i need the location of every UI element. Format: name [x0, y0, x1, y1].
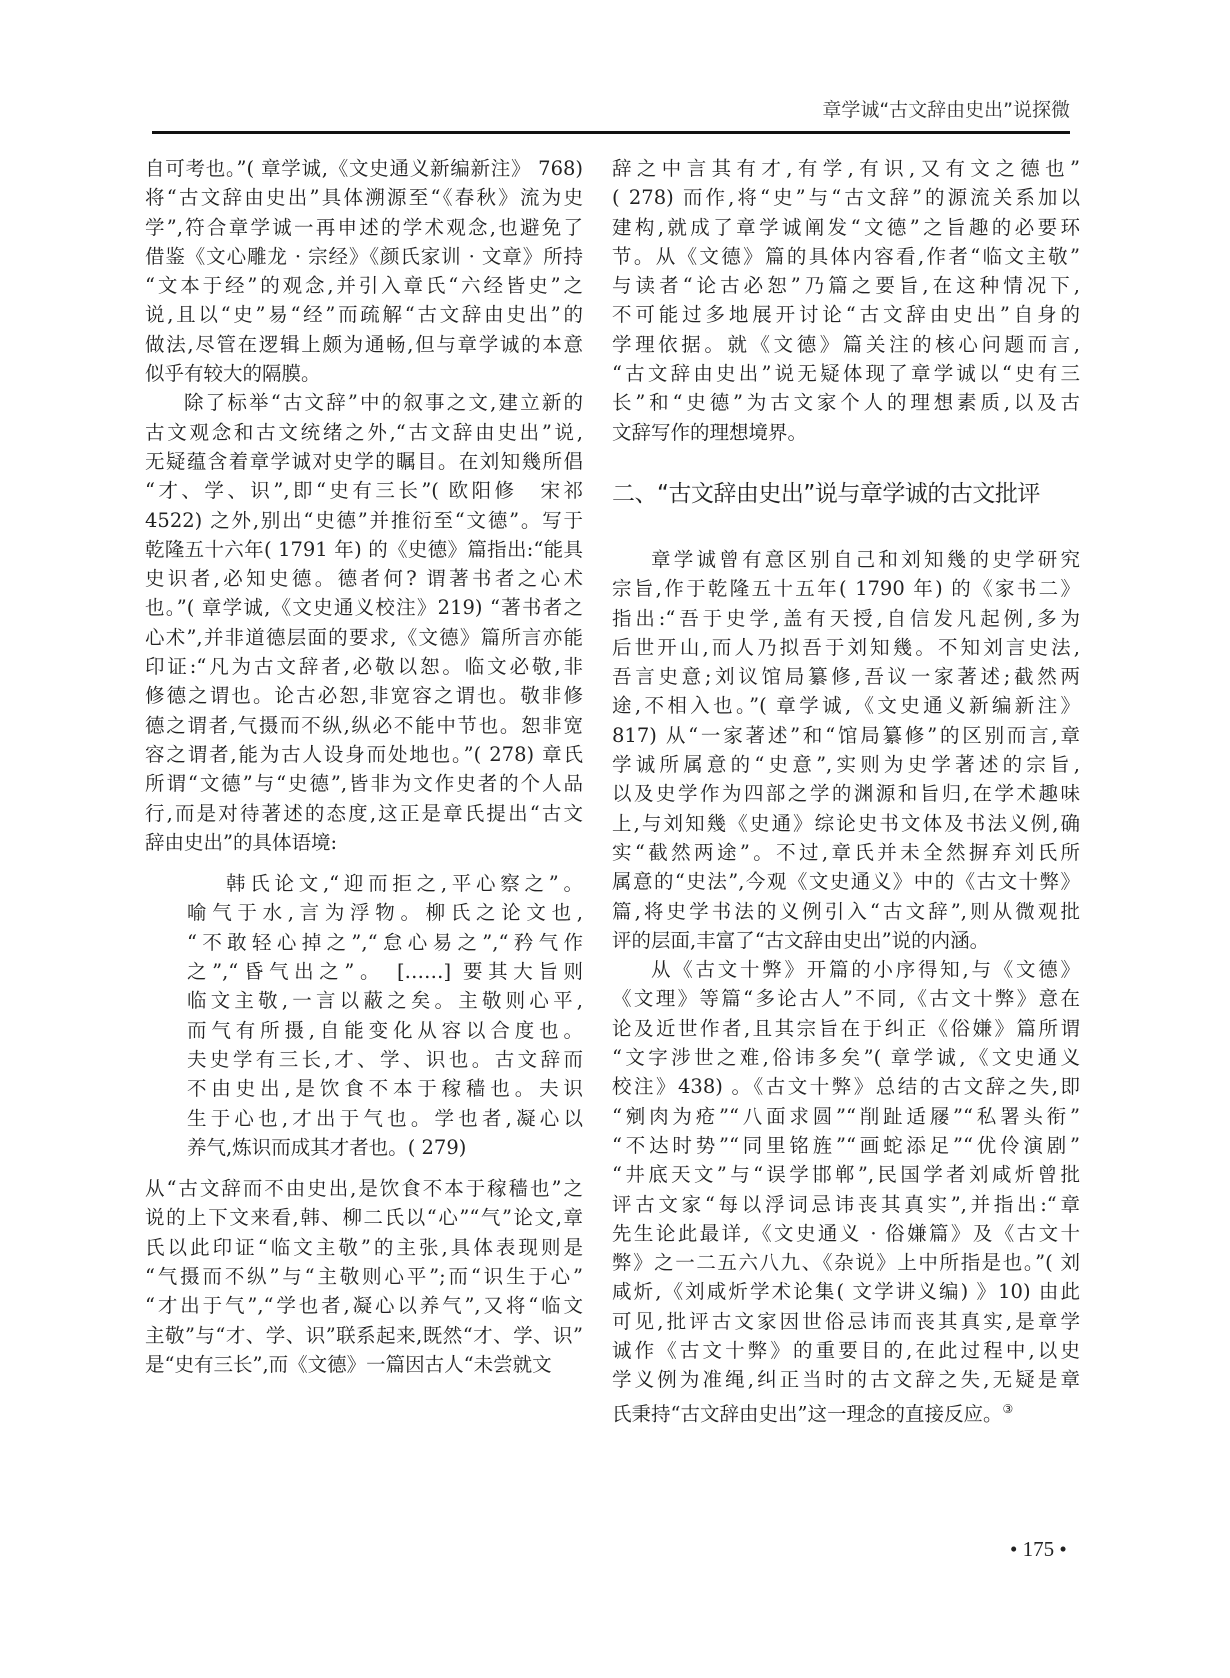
text-line: 与读者“论古必恕”乃篇之要旨,在这种情况下,	[612, 274, 1080, 298]
text-line: 弊》之一二五六八九、《杂说》上中所指是也。”( 刘	[612, 1251, 1080, 1275]
text-line: 817) 从“一家著述”和“馆局纂修”的区别而言,章	[612, 723, 1080, 747]
text-line: 印证:“凡为古文辞者,必敬以恕。临文必敬,非	[145, 655, 583, 679]
text-line: 宗旨,作于乾隆五十五年( 1790 年) 的《家书二》	[612, 577, 1080, 601]
text-line: 先生论此最详,《文史通义 · 俗嫌篇》及《古文十	[612, 1221, 1080, 1245]
text-line: “不达时势”“同里铭旌”“画蛇添足”“优伶演剧”	[612, 1133, 1080, 1157]
text-line: 途,不相入也。”( 章学诚,《文史通义新编新注》	[612, 694, 1080, 718]
text-line: 从《古文十弊》开篇的小序得知,与《文德》	[651, 958, 1080, 982]
text-line: “井底天文”与“误学邯郸”,民国学者刘咸炘曾批	[612, 1163, 1080, 1187]
paragraph	[145, 154, 583, 388]
text-line: 从“古文辞而不由史出,是饮食不本于稼穑也”之	[145, 1177, 583, 1201]
text-line: “文本于经”的观念,并引入章氏“六经皆史”之	[145, 274, 583, 298]
text-line: 辞之中言其有才,有学,有识,又有文之德也”	[612, 157, 1080, 180]
text-line: “气摄而不纵”与“主敬则心平”;而“识生于心”	[145, 1264, 583, 1288]
text-line: 古文观念和古文统绪之外,“古文辞由史出”说,	[145, 420, 583, 444]
text-line: 学”,符合章学诚一再申述的学术观念,也避免了	[145, 215, 583, 239]
text-line: 德之谓者,气摄而不纵,纵必不能中节也。恕非宽	[145, 713, 583, 737]
text-line: 属意的“史法”,今观《文史通义》中的《古文十弊》	[612, 870, 1080, 894]
text-line: 学诚所属意的“史意”,实则为史学著述的宗旨,	[612, 753, 1080, 777]
paragraph	[145, 388, 583, 857]
text-line: 行,而是对待著述的态度,这正是章氏提出“古文	[145, 801, 583, 825]
paragraph	[612, 154, 1080, 447]
text-line: 后世开山,而人乃拟吾于刘知幾。不知刘言史法,	[612, 635, 1080, 659]
paragraph	[612, 545, 1080, 955]
text-line: 生于心也,才出于气也。学也者,凝心以	[187, 1106, 583, 1130]
text-line: 修德之谓也。论古必恕,非宽容之谓也。敬非修	[145, 684, 583, 708]
text-line: 氏秉持“古文辞由史出”这一理念的直接反应。③	[612, 1401, 1014, 1426]
text-line: 节。从《文德》篇的具体内容看,作者“临文主敬”	[612, 244, 1080, 268]
text-line: 咸炘,《刘咸炘学术论集( 文学讲义编) 》10) 由此	[612, 1280, 1080, 1304]
text-line: 无疑蕴含着章学诚对史学的瞩目。在刘知幾所倡	[145, 449, 583, 473]
text-line: 自可考也。”( 章学诚,《文史通义新编新注》 768)	[145, 157, 583, 180]
text-line: 说,且以“史”易“经”而疏解“古文辞由史出”的	[145, 303, 583, 327]
text-line: 评古文家“每以浮词忌讳丧其真实”,并指出:“章	[612, 1192, 1080, 1216]
text-line: 不由史出,是饮食不本于稼穑也。夫识	[187, 1077, 583, 1101]
text-line: 文辞写作的理想境界。	[612, 420, 808, 444]
text-line: 史识者,必知史德。德者何? 谓著书者之心术	[145, 567, 583, 591]
text-line: 指出:“吾于史学,盖有天授,自信发凡起例,多为	[612, 606, 1080, 630]
text-line: 是“史有三长”,而《文德》一篇因古人“未尝就文	[145, 1352, 552, 1376]
text-line: 诚作《古文十弊》的重要目的,在此过程中,以史	[612, 1338, 1080, 1362]
text-line: “不敢轻心掉之”,“怠心易之”,“矜气作	[187, 930, 583, 954]
left-column	[145, 154, 583, 1379]
text-line: 学义例为准绳,纠正当时的古文辞之失,无疑是章	[612, 1368, 1080, 1392]
block-quote	[187, 869, 583, 1162]
text-line: 临文主敬,一言以蔽之矣。主敬则心平,	[187, 989, 583, 1013]
text-line: 《文理》等篇“多论古人”不同,《古文十弊》意在	[612, 987, 1080, 1011]
text-line: 评的层面,丰富了“古文辞由史出”说的内涵。	[612, 928, 990, 952]
text-line: 喻气于水,言为浮物。柳氏之论文也,	[187, 901, 583, 925]
header-rule	[152, 131, 1070, 134]
text-line: 章学诚曾有意区别自己和刘知幾的史学研究	[651, 547, 1080, 571]
text-line: 借鉴《文心雕龙 · 宗经》《颜氏家训 · 文章》所持	[145, 244, 583, 268]
text-line: 可见,批评古文家因世俗忌讳而丧其真实,是章学	[612, 1309, 1080, 1333]
text-line: 养气,炼识而成其才者也。( 279)	[187, 1135, 467, 1159]
text-line: 容之谓者,能为古人设身而处地也。”( 278) 章氏	[145, 742, 583, 766]
footnote-marker[interactable]: ③	[1002, 1401, 1014, 1416]
text-line: 校注》438) 。《古文十弊》总结的古文辞之失,即	[612, 1075, 1080, 1099]
text-line: 建构,就成了章学诚阐发“文德”之旨趣的必要环	[612, 215, 1080, 239]
text-line: “才出于气”,“学也者,凝心以养气”,又将“临文	[145, 1294, 583, 1318]
text-line: 心术”,并非道德层面的要求,《文德》篇所言亦能	[145, 625, 583, 649]
text-line: 除了标举“古文辞”中的叙事之文,建立新的	[184, 391, 583, 415]
paragraph	[612, 955, 1080, 1424]
text-line: 上,与刘知幾《史通》综论史书文体及书法义例,确	[612, 811, 1080, 835]
right-column	[612, 154, 1080, 1424]
text-line: 而气有所摄,自能变化从容以合度也。	[187, 1018, 583, 1042]
section-title: 二、“古文辞由史出”说与章学诚的古文批评	[612, 480, 1040, 507]
text-line: 也。”( 章学诚,《文史通义校注》219) “著书者之	[145, 596, 583, 620]
text-line: 学理依据。就《文德》篇关注的核心问题而言,	[612, 332, 1080, 356]
text-line: 说的上下文来看,韩、柳二氏以“心”“气”论文,章	[145, 1206, 583, 1230]
text-line: 似乎有较大的隔膜。	[145, 362, 321, 386]
text-line: 之”,“昏气出之”。 [……] 要其大旨则	[187, 960, 583, 984]
text-line: 所谓“文德”与“史德”,皆非为文作史者的个人品	[145, 772, 583, 796]
text-line: 以及史学作为四部之学的渊源和旨归,在学术趣味	[612, 782, 1080, 806]
text-line: 氏以此印证“临文主敬”的主张,具体表现则是	[145, 1235, 583, 1259]
text-line: “古文辞由史出”说无疑体现了章学诚以“史有三	[612, 362, 1080, 386]
text-line: 实“截然两途”。不过,章氏并未全然摒弃刘氏所	[612, 840, 1080, 864]
text-line: ( 278) 而作,将“史”与“古文辞”的源流关系加以	[612, 186, 1080, 210]
text-line: 长”和“史德”为古文家个人的理想素质,以及古	[612, 391, 1080, 415]
text-line: 辞由史出”的具体语境:	[145, 830, 338, 854]
text-line: 篇,将史学书法的义例引入“古文辞”,则从微观批	[612, 899, 1080, 923]
text-line: “剜肉为疮”“八面求圆”“削趾适屦”“私署头衔”	[612, 1104, 1080, 1128]
text-line: 韩氏论文,“迎而拒之,平心察之”。	[226, 872, 583, 896]
running-head: 章学诚“古文辞由史出”说探微	[822, 99, 1070, 121]
text-line: “才、学、识”,即“史有三长”( 欧阳修 宋祁	[145, 479, 583, 503]
text-line: 4522) 之外,别出“史德”并推衍至“文德”。写于	[145, 508, 583, 532]
text-line: 论及近世作者,且其宗旨在于纠正《俗嫌》篇所谓	[612, 1016, 1080, 1040]
paragraph	[145, 1174, 583, 1379]
text-line: 吾言史意;刘议馆局纂修,吾议一家著述;截然两	[612, 665, 1080, 689]
text-line: 主敬”与“才、学、识”联系起来,既然“才、学、识”	[145, 1323, 583, 1347]
text-line: 不可能过多地展开讨论“古文辞由史出”自身的	[612, 303, 1080, 327]
page-number: • 175 •	[1010, 1537, 1067, 1561]
text-line: 做法,尽管在逻辑上颇为通畅,但与章学诚的本意	[145, 332, 583, 356]
text-line: 将“古文辞由史出”具体溯源至“《春秋》流为史	[145, 186, 583, 210]
text-line: 乾隆五十六年( 1791 年) 的《史德》篇指出:“能具	[145, 537, 583, 561]
text-line: 夫史学有三长,才、学、识也。古文辞而	[187, 1047, 583, 1071]
text-line: “文字涉世之难,俗讳多矣”( 章学诚,《文史通义	[612, 1046, 1080, 1070]
